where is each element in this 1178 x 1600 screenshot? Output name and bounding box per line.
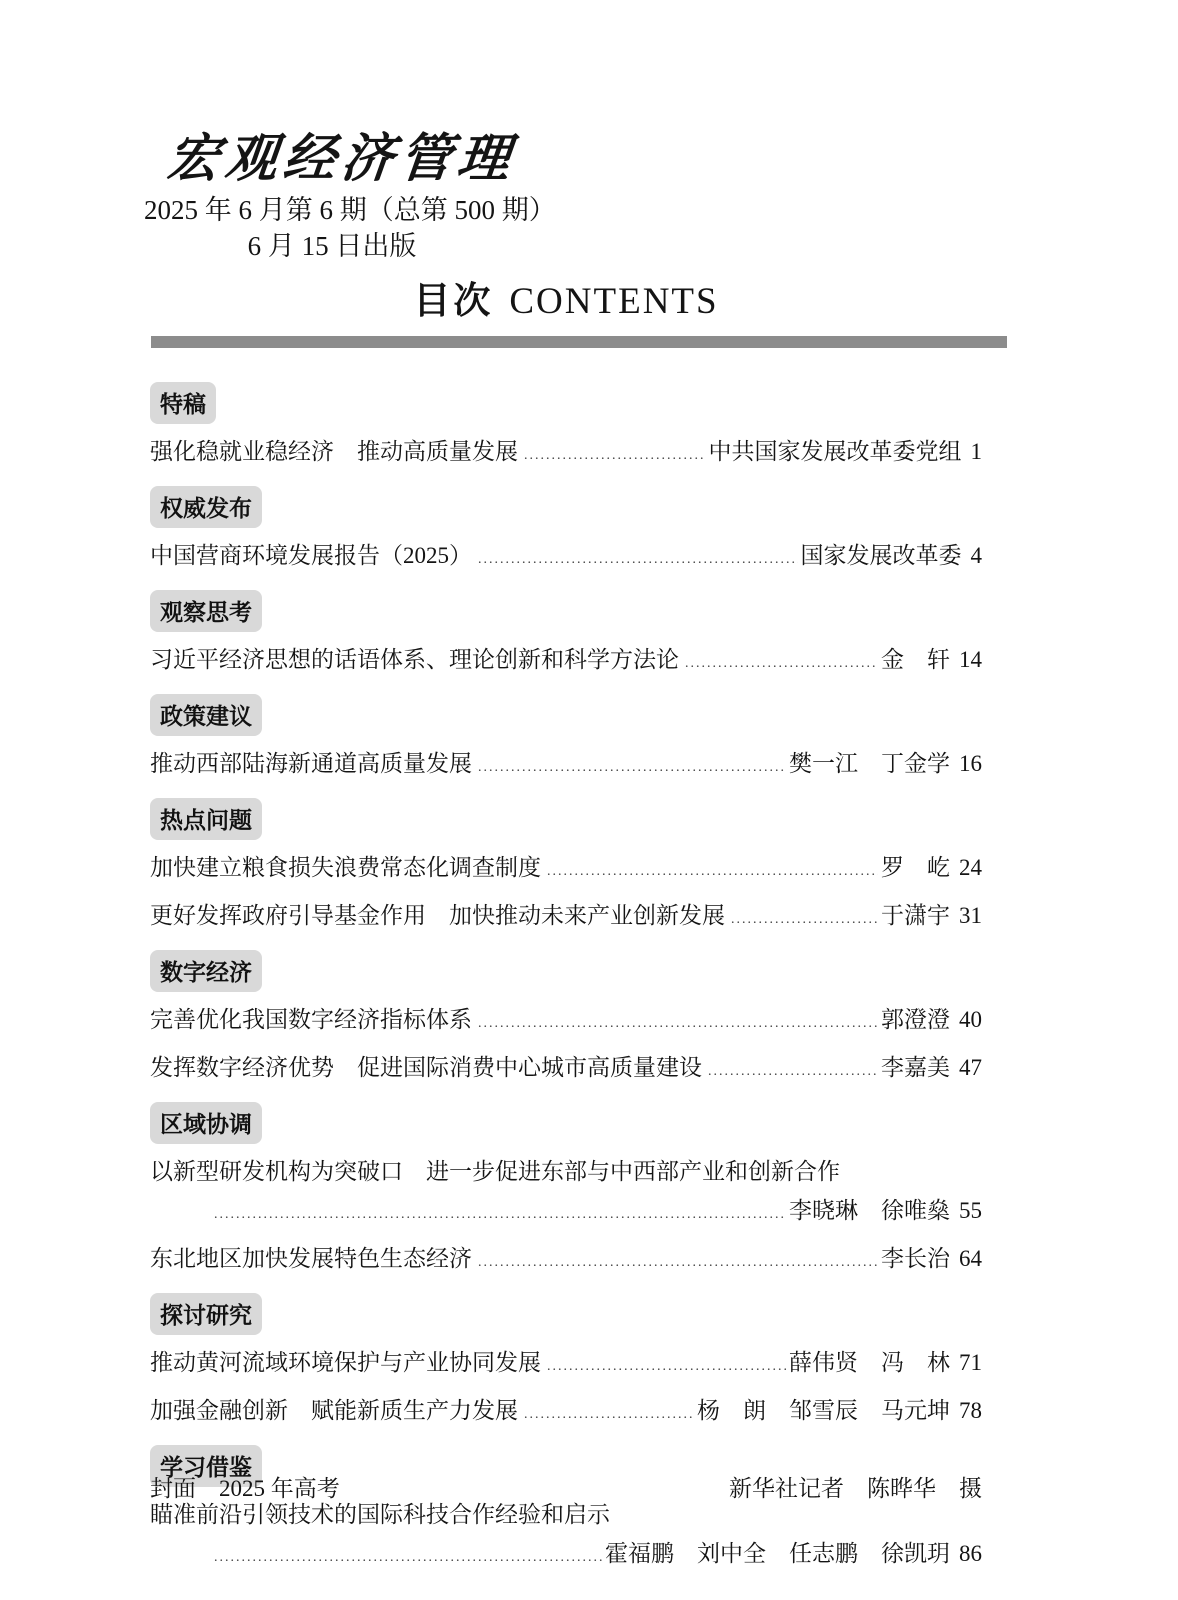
toc-entry-row	[150, 1245, 982, 1277]
entry-page-number: 1	[970, 439, 982, 464]
section-badge-row	[150, 1102, 982, 1144]
section-badge-row	[150, 694, 982, 736]
entry-page-number: 86	[959, 1541, 982, 1566]
toc-section	[150, 694, 982, 782]
toc-section	[150, 486, 982, 574]
section-badge: 热点问题	[150, 798, 262, 840]
entry-page-number: 55	[959, 1198, 982, 1223]
journal-logo: 宏观经济管理	[164, 131, 519, 188]
toc-sections	[150, 382, 982, 1588]
section-badge: 学习借鉴	[150, 1445, 262, 1487]
section-badge-row	[150, 950, 982, 992]
toc-section	[150, 1102, 982, 1277]
section-badge-row	[150, 590, 982, 632]
toc-section	[150, 382, 982, 470]
toc-entry-row	[150, 854, 982, 886]
entry-page-number: 24	[959, 855, 982, 880]
entry-authors: 杨 朗 邹雪辰 马元坤	[697, 1398, 950, 1423]
toc-entry-continuation-row	[150, 1540, 982, 1572]
dotted-leader	[731, 906, 878, 934]
toc-section	[150, 1445, 982, 1572]
entry-page-number: 78	[959, 1398, 982, 1423]
toc-entry-title-row	[150, 1158, 982, 1186]
entry-title: 东北地区加快发展特色生态经济	[150, 1246, 472, 1271]
entry-page-number: 64	[959, 1246, 982, 1271]
section-badge-row	[150, 382, 982, 424]
entry-page-number: 71	[959, 1350, 982, 1375]
entry-authors: 金 轩	[881, 647, 950, 672]
issue-line: 2025 年 6 月第 6 期（总第 500 期）	[144, 195, 556, 225]
dotted-leader	[478, 1010, 878, 1038]
cover-caption: 封面 2025 年高考	[150, 1476, 340, 1501]
dotted-leader	[478, 1249, 878, 1277]
toc-section	[150, 950, 982, 1086]
toc-entry-row	[150, 1397, 982, 1429]
toc-entry-row	[150, 1006, 982, 1038]
entry-page-number: 16	[959, 751, 982, 776]
entry-title: 加快建立粮食损失浪费常态化调查制度	[150, 855, 541, 880]
section-badge: 权威发布	[150, 486, 262, 528]
section-badge: 特稿	[150, 382, 216, 424]
entry-page-number: 4	[970, 543, 982, 568]
entry-title: 加强金融创新 赋能新质生产力发展	[150, 1398, 518, 1423]
entry-title: 强化稳就业稳经济 推动高质量发展	[150, 439, 518, 464]
entry-authors: 李晓琳 徐唯燊	[789, 1198, 950, 1223]
entry-title: 发挥数字经济优势 促进国际消费中心城市高质量建设	[150, 1055, 702, 1080]
entry-title: 习近平经济思想的话语体系、理论创新和科学方法论	[150, 647, 679, 672]
dotted-leader	[547, 858, 878, 886]
cover-photo-credit: 新华社记者 陈晔华 摄	[729, 1476, 982, 1501]
contents-heading-en: CONTENTS	[509, 281, 719, 322]
dotted-leader	[708, 1058, 878, 1086]
section-badge-row	[150, 798, 982, 840]
entry-authors: 李嘉美	[881, 1055, 950, 1080]
dotted-leader	[685, 650, 878, 678]
entry-authors: 国家发展改革委	[800, 543, 962, 568]
entry-title: 更好发挥政府引导基金作用 加快推动未来产业创新发展	[150, 903, 725, 928]
toc-entry-row	[150, 542, 982, 574]
entry-title: 以新型研发机构为突破口 进一步促进东部与中西部产业和创新合作	[150, 1159, 840, 1184]
toc-entry-row	[150, 902, 982, 934]
toc-entry-row	[150, 1054, 982, 1086]
section-badge-row	[150, 486, 982, 528]
section-badge: 政策建议	[150, 694, 262, 736]
dotted-leader	[524, 442, 706, 470]
dotted-leader	[478, 546, 798, 574]
entry-authors: 郭澄澄	[881, 1007, 950, 1032]
entry-authors: 樊一江 丁金学	[789, 751, 950, 776]
dotted-leader	[214, 1544, 602, 1572]
toc-entry-row	[150, 750, 982, 782]
entry-authors: 霍福鹏 刘中全 任志鹏 徐凯玥	[605, 1541, 950, 1566]
dotted-leader	[478, 754, 786, 782]
toc-entry-row	[150, 438, 982, 470]
dotted-leader	[547, 1353, 786, 1381]
entry-title: 中国营商环境发展报告（2025）	[150, 543, 472, 568]
entry-authors: 于潇宇	[881, 903, 950, 928]
entry-authors: 罗 屹	[881, 855, 950, 880]
toc-section	[150, 590, 982, 678]
entry-authors: 李长治	[881, 1246, 950, 1271]
entry-page-number: 31	[959, 903, 982, 928]
toc-entry-title-row	[150, 1501, 982, 1529]
dotted-leader	[214, 1201, 786, 1229]
entry-authors: 中共国家发展改革委党组	[708, 439, 962, 464]
divider-rule	[151, 336, 1007, 348]
publish-date-line: 6 月 15 日出版	[247, 231, 417, 261]
section-badge: 探讨研究	[150, 1293, 262, 1335]
entry-title: 推动黄河流域环境保护与产业协同发展	[150, 1350, 541, 1375]
toc-entry-row	[150, 646, 982, 678]
entry-title: 推动西部陆海新通道高质量发展	[150, 751, 472, 776]
contents-heading	[150, 270, 982, 324]
entry-page-number: 40	[959, 1007, 982, 1032]
section-badge: 观察思考	[150, 590, 262, 632]
section-badge: 区域协调	[150, 1102, 262, 1144]
entry-page-number: 47	[959, 1055, 982, 1080]
toc-entry-continuation-row	[150, 1197, 982, 1229]
toc-entry-row	[150, 1349, 982, 1381]
section-badge: 数字经济	[150, 950, 262, 992]
entry-title: 完善优化我国数字经济指标体系	[150, 1007, 472, 1032]
dotted-leader	[524, 1401, 694, 1429]
section-badge-row	[150, 1293, 982, 1335]
toc-section	[150, 798, 982, 934]
toc-section	[150, 1293, 982, 1429]
entry-title: 瞄准前沿引领技术的国际科技合作经验和启示	[150, 1502, 610, 1527]
contents-heading-zh: 目次	[413, 281, 494, 322]
footer	[150, 1470, 982, 1503]
entry-page-number: 14	[959, 647, 982, 672]
entry-authors: 薛伟贤 冯 林	[789, 1350, 950, 1375]
